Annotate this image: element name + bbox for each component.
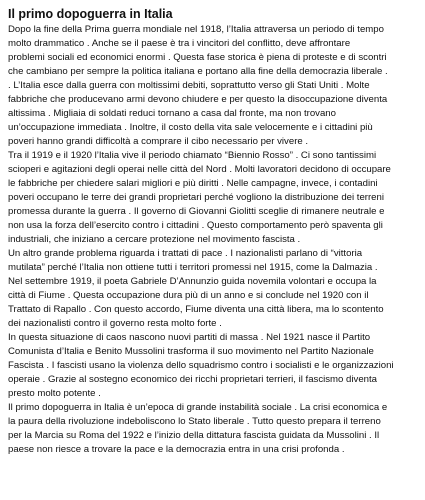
document-title: Il primo dopoguerra in Italia — [8, 7, 173, 21]
paragraph-conclusion: Il primo dopoguerra in Italia è un’epoca di grande instabilità sociale . La crisi economica e la paura della rivoluzione indeboliscono lo Stato liberale . Tutto questo prepara il terreno per la Marcia su Roma del 1922 e l’inizio della dittatura fascista guidata da Mussolini . Il paese non riesce a trovare la pace e la democrazia entra in una crisi profonda . — [8, 402, 388, 455]
paragraph-partiti-di-massa: In questa situazione di caos nascono nuovi partiti di massa . Nel 1921 nasce il Partito Comunista d’Italia e Benito Mussolini trasforma il suo movimento nel Partito Nazionale Fascista . I fascisti usano la violenza dello squadrismo contro i socialisti e le organizzazioni operaie . Grazie al sostegno economico dei ricchi proprietari terrieri, il fascismo diventa presto molto potente . — [8, 332, 394, 399]
paragraph-intro: Dopo la fine della Prima guerra mondiale nel 1918, l’Italia attraversa un periodo di tempo molto drammatico . Anche se il paese è tra i vincitori del conflitto, deve affrontare problemi sociali ed economici enormi . Questa fase storica è piena di proteste e di scontri che cambiano per sempre la politica italiana e portano alla fine della democrazia liberale . — [8, 24, 388, 77]
paragraph-biennio-rosso: Tra il 1919 e il 1920 l’Italia vive il periodo chiamato “Biennio Rosso” . Ci sono tantissimi scioperi e agitazioni degli operai nelle città del Nord . Molti lavoratori decidono di occupare le fabbriche per chiedere salari migliori e più diritti . Nelle campagne, invece, i contadini poveri occupano le terre dei grandi proprietari perché vogliono la distribuzione dei terreni promessa durante la guerra . Il governo di Giovanni Giolitti sceglie di rimanere neutrale e non usa la forza dell’esercito contro i cittadini . Questo comportamento però spaventa gli industriali, che iniziano a cercare protezione nel movimento fascista . — [8, 150, 391, 245]
paragraph-economy: . L’Italia esce dalla guerra con moltissimi debiti, soprattutto verso gli Stati Uniti . Molte fabbriche che producevano armi devono chiudere e per questo la disoccupazione diventa altissima . Migliaia di soldati reduci tornano a casa dal fronte, ma non trovano un’occupazione immediata . Inoltre, il costo della vita sale velocemente e i cittadini più poveri hanno grandi difficoltà a comprare il cibo necessario per vivere . — [8, 80, 388, 147]
document-body — [8, 6, 422, 457]
paragraph-vittoria-mutilata: Un altro grande problema riguarda i trattati di pace . I nazionalisti parlano di “vittoria mutilata” perché l’Italia non ottiene tutti i territori promessi nel 1915, come la Dalmazia . Nel settembre 1919, il poeta Gabriele D’Annunzio guida novemila volontari e occupa la città di Fiume . Questa occupazione dura più di un anno e si conclude nel 1920 con il Trattato di Rapallo . Con questo accordo, Fiume diventa una città libera, ma lo scontento dei nazionalisti contro il governo resta molto forte . — [8, 248, 384, 329]
